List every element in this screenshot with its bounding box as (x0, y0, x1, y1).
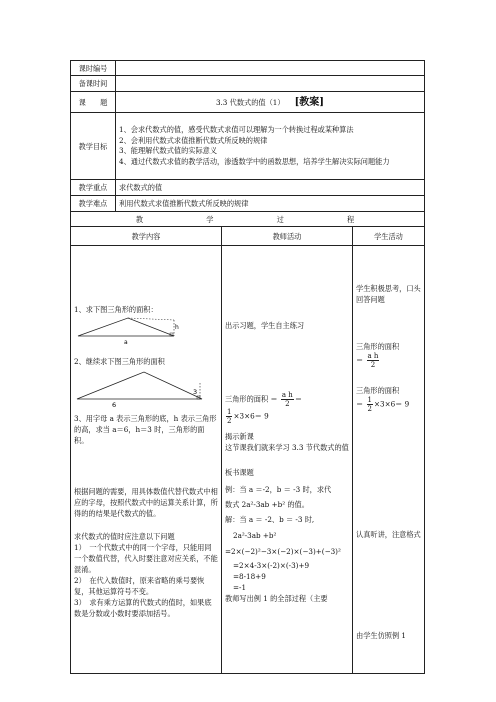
note-2: 2） 在代入数值时，原来省略的乘号要恢复，其他运算符号不变。 (74, 576, 205, 596)
teaching-content-cell (71, 246, 222, 674)
teacher-step-intro: 揭示新课 (225, 431, 254, 441)
goal-item: 4、通过代数式求值的教学活动，渗透数学中的函数思想，培养学生解决实际问题能力 (119, 156, 390, 166)
teacher-step-lesson: 这节课我们就来学习 3.3 节代数式的值 (225, 442, 349, 452)
student-step-1: 学生积极思考，口头回答问题 (356, 283, 421, 304)
prep-time-label: 备课时间 (71, 76, 116, 92)
key-point-value: 求代数式的值 (116, 180, 425, 196)
row-process-header (71, 227, 425, 246)
topic-tag: [教案] (294, 96, 325, 108)
goal-item: 1、会求代数式的值，感受代数式求值可以理解为一个转换过程或某种算法 (119, 125, 354, 134)
student-area-formula: ＝ $\frac{\text{a h}}{2}$ (356, 351, 379, 369)
example-expression: 数式 2a²-3ab +b² 的值。 (225, 499, 309, 509)
row-prep-time (71, 76, 425, 92)
row-process-title (71, 212, 425, 227)
note-3: 3） 求有乘方运算的代数式的值时，如果底数是分数或小数时要添加括号。 (74, 598, 212, 618)
solution-line-2: =2×(−2)²−3×(−2)×(−3)+(−3)² (225, 546, 341, 556)
teacher-area-result: $\frac{1}{2}$ ×3×6＝ 9 (227, 407, 269, 425)
goal-item: 2、会利用代数式求值推断代数式所反映的规律 (119, 135, 268, 145)
fraction: $\frac{\text{a h}}{2}$ (281, 390, 293, 408)
row-difficulty (71, 196, 425, 212)
col-header-teacher: 教师活动 (222, 227, 353, 246)
triangle-figure-2 (74, 369, 220, 409)
topic-label: 课 题 (71, 92, 116, 113)
question-3: 3、用字母 a 表示三角形的底，h 表示三角形的高，求当 a＝6，h＝3 时，三角形的面积。 (74, 414, 217, 445)
goal-item: 3、能理解代数式值的实际意义 (119, 146, 218, 155)
fraction: $\frac{1}{2}$ (227, 407, 232, 425)
prep-time-value (116, 76, 425, 92)
teacher-step-writeup: 教师写出例 1 的全部过程（主要 (225, 593, 328, 603)
teacher-step-board: 板书课题 (225, 467, 254, 477)
example-solution-intro: 解：当 a ＝ -2、b ＝ -3 时, (225, 514, 315, 524)
solution-line-1: 2a²-3ab +b² (233, 530, 277, 540)
topic-value: 3.3 代数式的值（1） (215, 97, 285, 107)
student-activity-cell (353, 246, 425, 674)
example-prompt: 例：当 a ＝-2，b ＝ -3 时，求代 (225, 484, 332, 494)
question-2: 2、继续求下图三角形的面积 (74, 357, 165, 366)
difficulty-value: 利用代数式求值推断代数式所反映的规律 (116, 196, 425, 212)
fig2-base-label: 6 (112, 401, 117, 409)
key-point-label: 教学重点 (71, 180, 116, 196)
col-header-content: 教学内容 (71, 227, 222, 246)
notes-heading: 求代数式的值时应注意以下问题 (74, 532, 175, 541)
teacher-area-formula: 三角形的面积 ＝ $\frac{\text{a h}}{2}$ ＝ (225, 390, 303, 408)
question-1: 1、求下图三角形的面积： (74, 305, 158, 314)
row-goals (71, 113, 425, 180)
fraction: $\frac{\text{a h}}{2}$ (367, 351, 379, 369)
topic-cell (116, 92, 425, 113)
student-area-label: 三角形的面积 (356, 341, 400, 351)
row-process-body (71, 246, 425, 674)
fig1-base-label: a (124, 339, 128, 346)
class-no-label: 课时编号 (71, 61, 116, 76)
row-class-no (71, 61, 425, 76)
row-topic (71, 92, 425, 113)
process-title: 教 学 过 程 (71, 212, 425, 227)
solution-line-3: =2×4-3×(-2)×(-3)+9 (233, 560, 310, 570)
goals-label: 教学目标 (71, 113, 116, 180)
student-area-result: ＝ $\frac{1}{2}$ ×3×6＝ 9 (356, 395, 410, 413)
solution-line-4: =8-18+9 (233, 571, 266, 581)
fig2-height-label: 3 (193, 388, 198, 396)
lesson-plan-table (70, 60, 425, 674)
difficulty-label: 教学难点 (71, 196, 116, 212)
student-area-label-2: 三角形的面积 (356, 385, 400, 395)
teacher-step-1: 出示习题，学生自主练习 (225, 320, 305, 330)
fraction: $\frac{1}{2}$ (367, 395, 372, 413)
note-1: 1） 一个代数式中的同一个字母，只能用同一个数值代替，代入时要注意对应关系，不能混淆。 (74, 543, 218, 574)
teacher-activity-cell (222, 246, 353, 674)
row-key-point (71, 180, 425, 196)
col-header-student: 学生活动 (353, 227, 425, 246)
student-step-practice: 由学生仿照例 1 (356, 630, 406, 640)
definition-paragraph: 根据问题的需要，用具体数值代替代数式中相应的字母，按照代数式中的运算关系计算，所得的的结果是代数式的值。 (74, 487, 218, 518)
student-step-listen: 认真听讲，注意格式 (356, 529, 421, 539)
goals-list (116, 113, 425, 180)
fig1-height-label: h (175, 324, 179, 331)
solution-line-5: =-1 (233, 582, 247, 592)
class-no-value (116, 61, 425, 76)
triangle-figure-1 (74, 316, 220, 346)
